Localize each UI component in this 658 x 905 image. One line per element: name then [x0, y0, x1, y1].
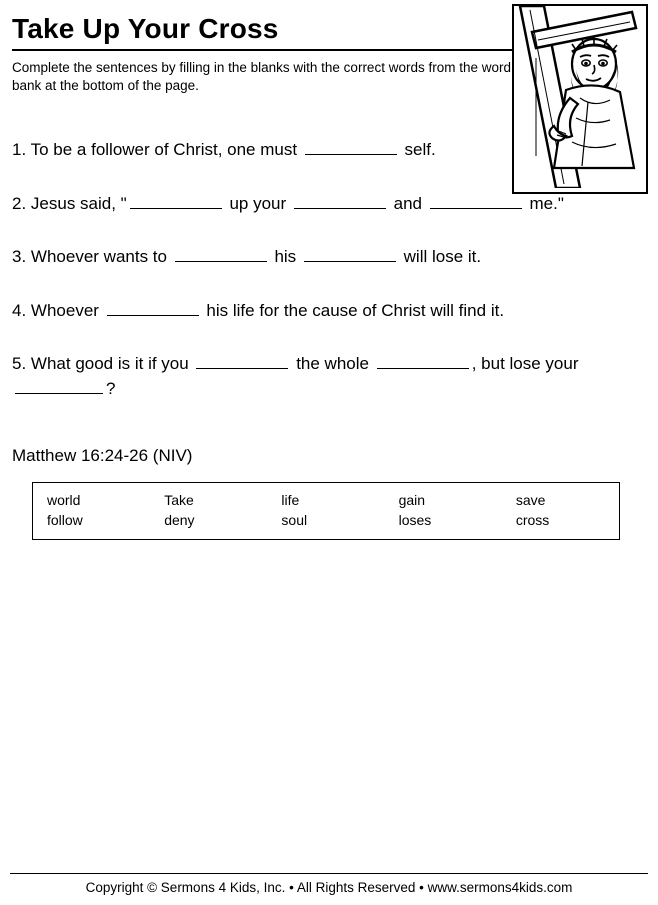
word-bank-word[interactable]: loses: [398, 511, 432, 528]
question-3-part-1: Whoever wants to: [30, 247, 167, 267]
word-bank-word[interactable]: life: [281, 491, 300, 508]
question-2-part-3: and: [393, 193, 423, 213]
question-1-part-1: To be a follower of Christ, one must: [30, 139, 298, 159]
question-5-number: 5.: [12, 354, 27, 374]
word-bank-word[interactable]: world: [47, 491, 81, 508]
question-5: [12, 352, 656, 401]
question-5-part-3: , but lose your: [471, 354, 579, 374]
question-5-part-2: the whole: [296, 354, 369, 374]
question-2: [12, 192, 656, 217]
question-4: [12, 299, 656, 324]
question-1-part-2: self.: [404, 139, 436, 159]
page-title: Take Up Your Cross: [12, 13, 279, 44]
answer-blank-1-1[interactable]: [305, 139, 397, 155]
question-4-number: 4.: [12, 300, 27, 320]
question-2-part-4: me.": [529, 193, 564, 213]
answer-blank-2-2[interactable]: [294, 193, 386, 209]
question-4-part-2: his life for the cause of Christ will find it.: [206, 300, 505, 320]
answer-blank-3-2[interactable]: [304, 246, 396, 262]
word-bank-word[interactable]: follow: [47, 511, 83, 528]
word-bank-word[interactable]: Take: [164, 491, 194, 508]
answer-blank-5-3[interactable]: [15, 378, 103, 394]
word-bank-word[interactable]: cross: [515, 511, 550, 528]
answer-blank-2-1[interactable]: [130, 193, 222, 209]
word-bank-row: [33, 511, 619, 531]
question-2-part-2: up your: [229, 193, 287, 213]
question-5-part-1: What good is it if you: [30, 354, 189, 374]
answer-blank-5-1[interactable]: [196, 353, 288, 369]
question-3: [12, 245, 656, 270]
question-4-part-1: Whoever: [30, 300, 99, 320]
word-bank-row: [33, 491, 619, 511]
answer-blank-4-1[interactable]: [107, 300, 199, 316]
word-bank-word[interactable]: save: [515, 491, 546, 508]
question-3-part-3: will lose it.: [403, 247, 482, 267]
question-1-number: 1.: [12, 139, 27, 159]
instructions-text: Complete the sentences by filling in the blanks with the correct words from the word bank at the bottom of the page.: [12, 60, 511, 93]
answer-blank-5-2[interactable]: [377, 353, 469, 369]
word-bank-word[interactable]: deny: [164, 511, 195, 528]
footer-divider: [10, 873, 648, 875]
question-3-number: 3.: [12, 247, 27, 267]
page-footer: [0, 873, 658, 896]
answer-blank-3-1[interactable]: [175, 246, 267, 262]
answer-blank-2-3[interactable]: [430, 193, 522, 209]
word-bank: [32, 482, 620, 540]
scripture-reference: Matthew 16:24-26 (NIV): [12, 445, 193, 465]
question-2-part-1: Jesus said, ": [30, 193, 127, 213]
word-bank-word[interactable]: gain: [398, 491, 426, 508]
question-5-part-4: ?: [106, 379, 116, 399]
title-divider: [12, 49, 514, 51]
question-2-number: 2.: [12, 193, 27, 213]
question-3-part-2: his: [274, 247, 297, 267]
jesus-carrying-cross-illustration: [512, 4, 648, 194]
copyright-text: Copyright © Sermons 4 Kids, Inc. • All Rights Reserved • www.sermons4kids.com: [85, 880, 573, 895]
word-bank-word[interactable]: soul: [281, 511, 308, 528]
